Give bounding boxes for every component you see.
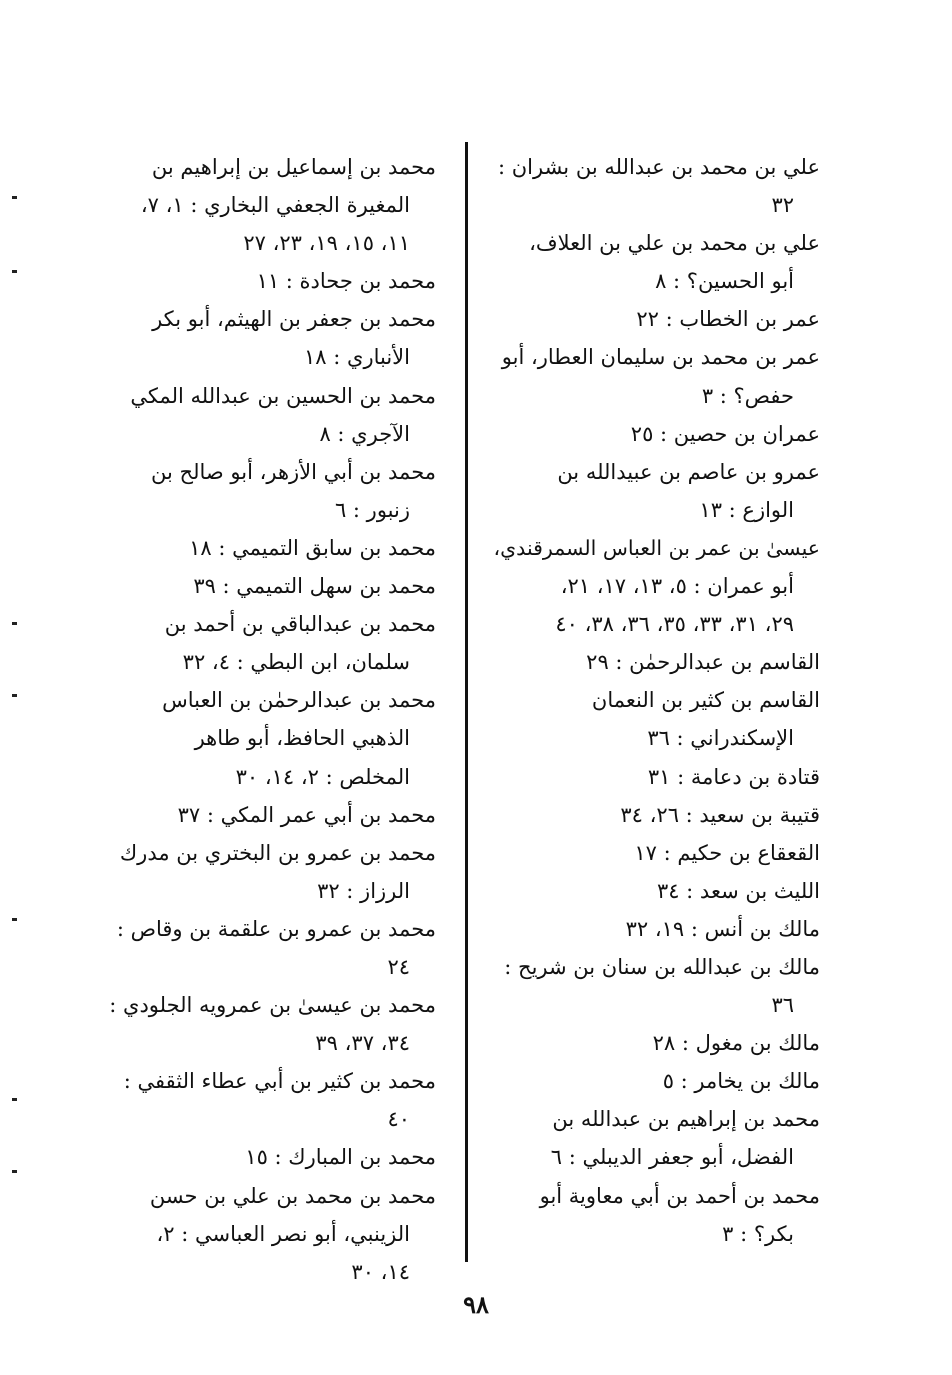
index-entry <box>492 1024 820 1062</box>
index-entry <box>108 262 436 300</box>
index-entry <box>492 872 820 910</box>
entry-name-line: علي بن محمد بن عبدالله بن بشران : <box>497 155 820 179</box>
index-entry <box>108 377 436 453</box>
index-entry <box>108 1062 436 1138</box>
index-entry <box>108 453 436 529</box>
right-index-column <box>492 148 820 1253</box>
entry-name-line: محمد بن جعفر بن الهيثم، أبو بكر <box>152 307 436 332</box>
entry-continuation-line: الزينبي، أبو نصر العباسي : ٢، <box>156 1221 410 1246</box>
entry-name-line: مالك بن مغول : ٢٨ <box>652 1031 820 1056</box>
index-entry <box>492 338 820 414</box>
index-entry <box>108 567 436 605</box>
entry-continuation-line: ٣٤، ٣٧، ٣٩ <box>315 1031 410 1056</box>
index-entry <box>492 834 820 872</box>
entry-continuation-line: الأنباري : ١٨ <box>304 345 410 370</box>
index-entry <box>108 796 436 834</box>
index-entry <box>108 1177 436 1291</box>
entry-name-line: مالك بن عبدالله بن سنان بن شريح : <box>504 954 820 979</box>
entry-name-line: مالك بن يخامر : ٥ <box>662 1069 820 1094</box>
entry-name-line: محمد بن كثير بن أبي عطاء الثقفي : <box>123 1069 436 1094</box>
scan-margin-mark <box>12 270 17 273</box>
entry-continuation-line: زنبور : ٦ <box>334 497 410 522</box>
index-entry <box>492 453 820 529</box>
entry-name-line: محمد بن أبي الأزهر، أبو صالح بن <box>151 459 436 484</box>
index-entry <box>108 300 436 376</box>
entry-name-line: قتادة بن دعامة : ٣١ <box>647 764 820 789</box>
entry-name-line: محمد بن إبراهيم بن عبدالله بن <box>552 1107 820 1132</box>
index-entry <box>492 948 820 1024</box>
index-entry <box>492 224 820 300</box>
scan-margin-mark <box>12 1098 17 1101</box>
scan-margin-mark <box>12 196 17 199</box>
index-entry <box>108 1138 436 1176</box>
entry-continuation-line: الفضل، أبو جعفر الديبلي : ٦ <box>550 1145 794 1170</box>
entry-name-line: محمد بن عبدالباقي بن أحمد بن <box>164 612 436 637</box>
entry-continuation-line: ٤٠ <box>387 1107 410 1132</box>
index-entry <box>108 529 436 567</box>
index-entry <box>492 681 820 757</box>
scan-margin-mark <box>12 622 17 625</box>
entry-continuation-line: الإسكندراني : ٣٦ <box>647 726 794 751</box>
entry-name-line: علي بن محمد بن علي بن العلاف، <box>529 231 820 256</box>
entry-continuation-line: الذهبي الحافظ، أبو طاهر <box>194 726 410 751</box>
entry-name-line: عيسىٰ بن عمر بن العباس السمرقندي، <box>493 535 820 560</box>
column-divider <box>465 142 468 1262</box>
left-index-column <box>108 148 436 1291</box>
entry-name-line: القعقاع بن حكيم : ١٧ <box>634 840 820 865</box>
entry-name-line: محمد بن أبي عمر المكي : ٣٧ <box>177 802 436 827</box>
index-entry <box>492 643 820 681</box>
entry-name-line: محمد بن جحادة : ١١ <box>256 269 436 294</box>
entry-name-line: مالك بن أنس : ١٩، ٣٢ <box>625 916 820 941</box>
entry-name-line: محمد بن عبدالرحمٰن بن العباس <box>162 688 436 713</box>
entry-name-line: محمد بن سابق التميمي : ١٨ <box>189 535 436 560</box>
index-entry <box>108 148 436 262</box>
index-entry <box>108 681 436 795</box>
scan-margin-mark <box>12 694 17 697</box>
scan-margin-mark <box>12 918 17 921</box>
scan-margin-mark <box>12 1170 17 1173</box>
entry-name-line: عمرو بن عاصم بن عبيدالله بن <box>557 459 820 484</box>
index-entry <box>492 529 820 643</box>
index-entry <box>492 1177 820 1253</box>
entry-name-line: محمد بن محمد بن علي بن حسن <box>149 1183 436 1208</box>
entry-continuation-line: ١٤، ٣٠ <box>351 1259 410 1284</box>
entry-name-line: محمد بن عيسىٰ بن عمرويه الجلودي : <box>109 993 436 1018</box>
entry-name-line: عمر بن الخطاب : ٢٢ <box>636 307 820 332</box>
entry-name-line: القاسم بن عبدالرحمٰن : ٢٩ <box>586 650 820 675</box>
index-entry <box>492 415 820 453</box>
entry-continuation-line: ١١، ١٥، ١٩، ٢٣، ٢٧ <box>243 231 410 256</box>
entry-continuation-line: الرزاز : ٣٢ <box>317 878 410 903</box>
index-entry <box>108 834 436 910</box>
entry-continuation-line: ٢٩، ٣١، ٣٣، ٣٥، ٣٦، ٣٨، ٤٠ <box>555 612 794 637</box>
index-entry <box>492 758 820 796</box>
index-entry <box>492 796 820 834</box>
entry-continuation-line: الوازع : ١٣ <box>699 497 794 522</box>
entry-name-line: محمد بن سهل التميمي : ٣٩ <box>193 574 436 599</box>
entry-continuation-line: أبو عمران : ٥، ١٣، ١٧، ٢١، <box>560 574 794 599</box>
entry-name-line: الليث بن سعد : ٣٤ <box>656 878 820 903</box>
index-entry <box>108 986 436 1062</box>
entry-name-line: محمد بن أحمد بن أبي معاوية أبو <box>539 1183 820 1208</box>
entry-name-line: محمد بن عمرو بن علقمة بن وقاص : <box>116 916 436 941</box>
entry-name-line: محمد بن الحسين بن عبدالله المكي <box>130 383 436 408</box>
entry-continuation-line: المخلص : ٢، ١٤، ٣٠ <box>235 764 410 789</box>
index-entry <box>492 910 820 948</box>
entry-continuation-line: الآجري : ٨ <box>319 421 410 446</box>
entry-continuation-line: أبو الحسين؟ : ٨ <box>655 269 794 294</box>
index-entry <box>108 910 436 986</box>
index-entry <box>108 605 436 681</box>
entry-continuation-line: سلمان، ابن البطي : ٤، ٣٢ <box>182 650 410 675</box>
page-number: ٩٨ <box>463 1290 489 1319</box>
entry-name-line: محمد بن المبارك : ١٥ <box>245 1145 436 1170</box>
index-entry <box>492 148 820 224</box>
entry-continuation-line: حفص؟ : ٣ <box>701 383 794 408</box>
entry-continuation-line: ٣٢ <box>771 193 794 218</box>
entry-name-line: عمر بن محمد بن سليمان العطار، أبو <box>501 345 820 370</box>
entry-continuation-line: ٢٤ <box>387 954 410 979</box>
entry-name-line: محمد بن عمرو بن البختري بن مدرك <box>119 840 436 865</box>
entry-continuation-line: ٣٦ <box>771 993 794 1018</box>
entry-continuation-line: بكر؟ : ٣ <box>722 1221 794 1246</box>
entry-name-line: عمران بن حصين : ٢٥ <box>630 421 820 446</box>
index-entry <box>492 300 820 338</box>
entry-continuation-line: المغيرة الجعفي البخاري : ١، ٧، <box>140 193 410 218</box>
entry-name-line: قتيبة بن سعيد : ٢٦، ٣٤ <box>620 802 820 827</box>
index-entry <box>492 1100 820 1176</box>
entry-name-line: محمد بن إسماعيل بن إبراهيم بن <box>151 155 436 179</box>
index-entry <box>492 1062 820 1100</box>
entry-name-line: القاسم بن كثير بن النعمان <box>591 688 820 713</box>
